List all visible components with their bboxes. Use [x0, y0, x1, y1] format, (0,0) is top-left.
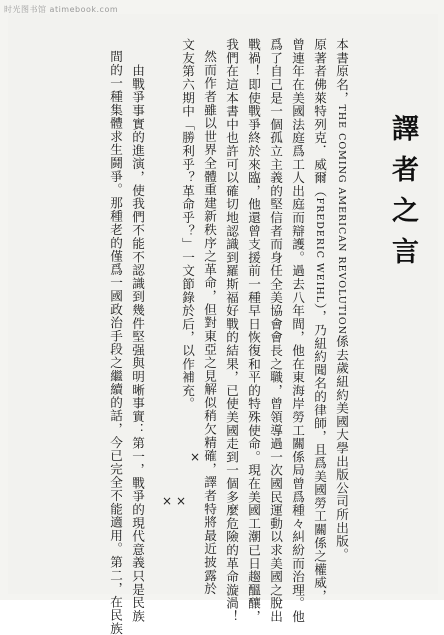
text-segment: 原著者佛萊特列克．威爾（: [312, 38, 327, 198]
watermark: 时光图书馆 atimebook.com: [4, 5, 119, 14]
separator-mark: ×: [160, 494, 174, 508]
text-column: [246, 38, 260, 623]
latin-text: THE COMING AMERICAN REVOLUTION: [336, 104, 347, 335]
latin-text: FREDERIC WEIHL: [314, 197, 325, 304]
text-column: [108, 50, 122, 635]
text-segment: ），乃紐約聞名的律師，且爲美國勞工關係之權威，: [312, 303, 327, 603]
text-column: [180, 38, 194, 410]
text-segment: 係去歲紐約美國大學出版公司所出版。: [334, 334, 349, 562]
text-segment: 戰禍！即使戰爭終於來臨，他還曾支援前一種早日恢復和平的特殊使命。現在美國工潮已日趨醞釀，: [246, 38, 261, 624]
text-segment: 本書原名，: [334, 38, 349, 105]
text-segment: 我們在這本書中也許可以確切地認識到羅斯福好戰的結果，已使美國走到一個多麼危險的革命漩渦！: [224, 38, 239, 624]
text-column: [202, 50, 216, 595]
text-segment: 然而作者雖以世界全體重建新秩序之革命，但對東亞之見解似稍欠精確，譯者特將最近披露於: [202, 50, 217, 596]
text-segment: 間的一種集體求生鬪爭。那種老的僅爲一國政治手段之繼續的話，今已完全不能適用。第二，在民族: [108, 50, 123, 635]
text-column: [130, 64, 144, 623]
separator-mark: ×: [174, 494, 188, 508]
page-body: [8, 14, 438, 635]
text-column: [268, 38, 282, 623]
section-separator: [160, 450, 202, 508]
text-segment: 曾連年在美國法庭爲工人出庭而辯護。過去八年間，他在東海岸勞工關係局曾爲種々糾紛而治理。他: [290, 38, 305, 624]
text-segment: 文友第六期中「勝利乎？革命乎？」一文節錄於后，以作補充。: [180, 38, 195, 411]
text-column: [334, 38, 348, 561]
text-segment: 由戰爭事實的進演，使我們不能不認識到幾件堅强與明晰事實：第一，戰爭的現代意義只是民族: [130, 64, 145, 623]
text-column: [224, 38, 238, 623]
text-column: [290, 38, 304, 623]
text-segment: 爲了自己是一個孤立主義的堅信者而身任全美協會會長之職，曾領導過一次國民運動以求美國之脫出: [268, 38, 283, 624]
page-title: 譯者之言: [387, 114, 418, 278]
text-column: [312, 38, 326, 603]
separator-mark: ×: [188, 450, 202, 464]
